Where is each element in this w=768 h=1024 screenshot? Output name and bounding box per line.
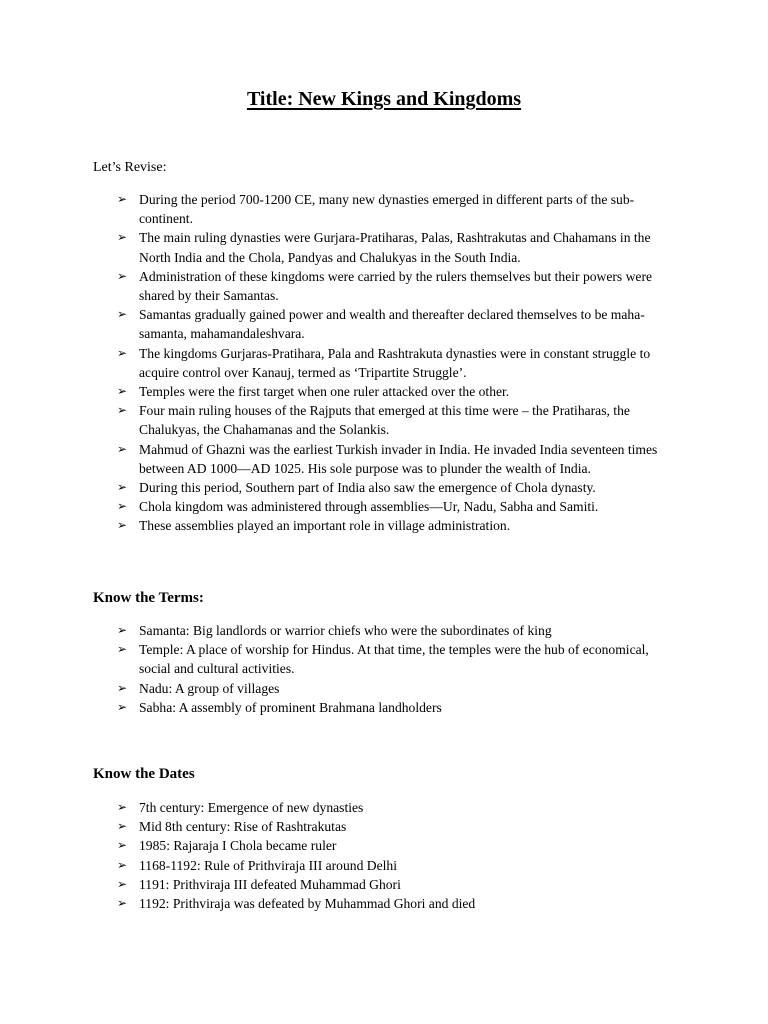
list-item xyxy=(117,497,677,516)
list-item-text: Four main ruling houses of the Rajputs that emerged at this time were – the Pratiharas, the Chalukyas, the Chahamanas and the Solankis. xyxy=(139,403,630,438)
list-item-text: Nadu: A group of villages xyxy=(139,680,280,696)
arrow-bullet-icon: ➢ xyxy=(117,896,128,911)
list-item xyxy=(117,401,677,439)
list-item-text: Samantas gradually gained power and wealth and thereafter declared themselves to be maha-samanta, mahamandaleshvara. xyxy=(139,307,645,342)
arrow-bullet-icon: ➢ xyxy=(117,499,128,514)
list-item xyxy=(117,344,677,382)
list-item xyxy=(117,478,677,497)
dates-heading: Know the Dates xyxy=(93,766,195,782)
list-item xyxy=(117,856,677,875)
arrow-bullet-icon: ➢ xyxy=(117,268,128,283)
arrow-bullet-icon: ➢ xyxy=(117,699,128,714)
list-item-text: The kingdoms Gurjaras-Pratihara, Pala and Rashtrakuta dynasties were in constant struggle to acquire control over Kanauj, termed as ‘Tripartite Struggle’. xyxy=(139,345,651,380)
list-item-text: During the period 700-1200 CE, many new dynasties emerged in different parts of the sub-continent. xyxy=(139,192,635,227)
list-item xyxy=(117,621,677,640)
revise-list xyxy=(117,190,677,536)
arrow-bullet-icon: ➢ xyxy=(117,441,128,456)
arrow-bullet-icon: ➢ xyxy=(117,819,128,834)
arrow-bullet-icon: ➢ xyxy=(117,230,128,245)
arrow-bullet-icon: ➢ xyxy=(117,480,128,495)
list-item xyxy=(117,698,677,717)
list-item-text: Samanta: Big landlords or warrior chiefs who were the subordinates of king xyxy=(139,623,552,638)
list-item-text: Mahmud of Ghazni was the earliest Turkish invader in India. He invaded India seventeen times between AD 1000—AD 1025. His sole purpose was to plunder the wealth of India. xyxy=(139,441,658,476)
arrow-bullet-icon: ➢ xyxy=(117,623,128,637)
arrow-bullet-icon: ➢ xyxy=(117,345,128,360)
list-item-text: 1168-1192: Rule of Prithviraja III around Delhi xyxy=(139,857,397,873)
list-item-text: 1191: Prithviraja III defeated Muhammad Ghori xyxy=(139,876,401,892)
list-item xyxy=(117,228,677,266)
list-item-text: These assemblies played an important role in village administration. xyxy=(139,518,511,534)
list-item-text: 7th century: Emergence of new dynasties xyxy=(139,800,364,815)
arrow-bullet-icon: ➢ xyxy=(117,403,128,418)
list-item-text: Sabha: A assembly of prominent Brahmana landholders xyxy=(139,699,442,715)
list-item xyxy=(117,836,677,855)
list-item-text: Mid 8th century: Rise of Rashtrakutas xyxy=(139,819,347,835)
list-item xyxy=(117,817,677,836)
list-item-text: 1192: Prithviraja was defeated by Muhammad Ghori and died xyxy=(139,896,476,912)
list-item xyxy=(117,267,677,305)
list-item-text: The main ruling dynasties were Gurjara-Pratiharas, Palas, Rashtrakutas and Chahamans in the North India and the Chola, Pandyas and Chalukyas in the South India. xyxy=(139,230,651,265)
list-item xyxy=(117,679,677,698)
list-item xyxy=(117,305,677,343)
list-item-text: Temple: A place of worship for Hindus. At that time, the temples were the hub of economical, social and cultural activities. xyxy=(139,642,649,677)
list-item xyxy=(117,516,677,535)
arrow-bullet-icon: ➢ xyxy=(117,518,128,533)
list-item-text: During this period, Southern part of India also saw the emergence of Chola dynasty. xyxy=(139,480,596,496)
dates-list xyxy=(117,798,677,913)
arrow-bullet-icon: ➢ xyxy=(117,838,128,853)
arrow-bullet-icon: ➢ xyxy=(117,384,128,399)
list-item-text: Administration of these kingdoms were carried by the rulers themselves but their powers were shared by their Samantas. xyxy=(139,268,653,304)
revise-label: Let’s Revise: xyxy=(93,160,167,175)
page-title: Title: New Kings and Kingdoms xyxy=(246,88,522,110)
arrow-bullet-icon: ➢ xyxy=(117,642,128,657)
list-item xyxy=(117,382,677,401)
list-item xyxy=(117,640,677,678)
arrow-bullet-icon: ➢ xyxy=(117,307,128,322)
list-item-text: 1985: Rajaraja I Chola became ruler xyxy=(139,838,337,854)
list-item xyxy=(117,798,677,817)
arrow-bullet-icon: ➢ xyxy=(117,857,128,872)
list-item xyxy=(117,440,677,478)
list-item xyxy=(117,190,677,228)
terms-heading: Know the Terms: xyxy=(93,590,204,606)
list-item xyxy=(117,894,677,913)
arrow-bullet-icon: ➢ xyxy=(117,876,128,891)
terms-list xyxy=(117,621,677,717)
arrow-bullet-icon: ➢ xyxy=(117,192,128,206)
list-item-text: Chola kingdom was administered through assemblies—Ur, Nadu, Sabha and Samiti. xyxy=(139,499,599,515)
list-item xyxy=(117,875,677,894)
list-item-text: Temples were the first target when one ruler attacked over the other. xyxy=(139,384,510,400)
arrow-bullet-icon: ➢ xyxy=(117,800,128,814)
arrow-bullet-icon: ➢ xyxy=(117,680,128,695)
